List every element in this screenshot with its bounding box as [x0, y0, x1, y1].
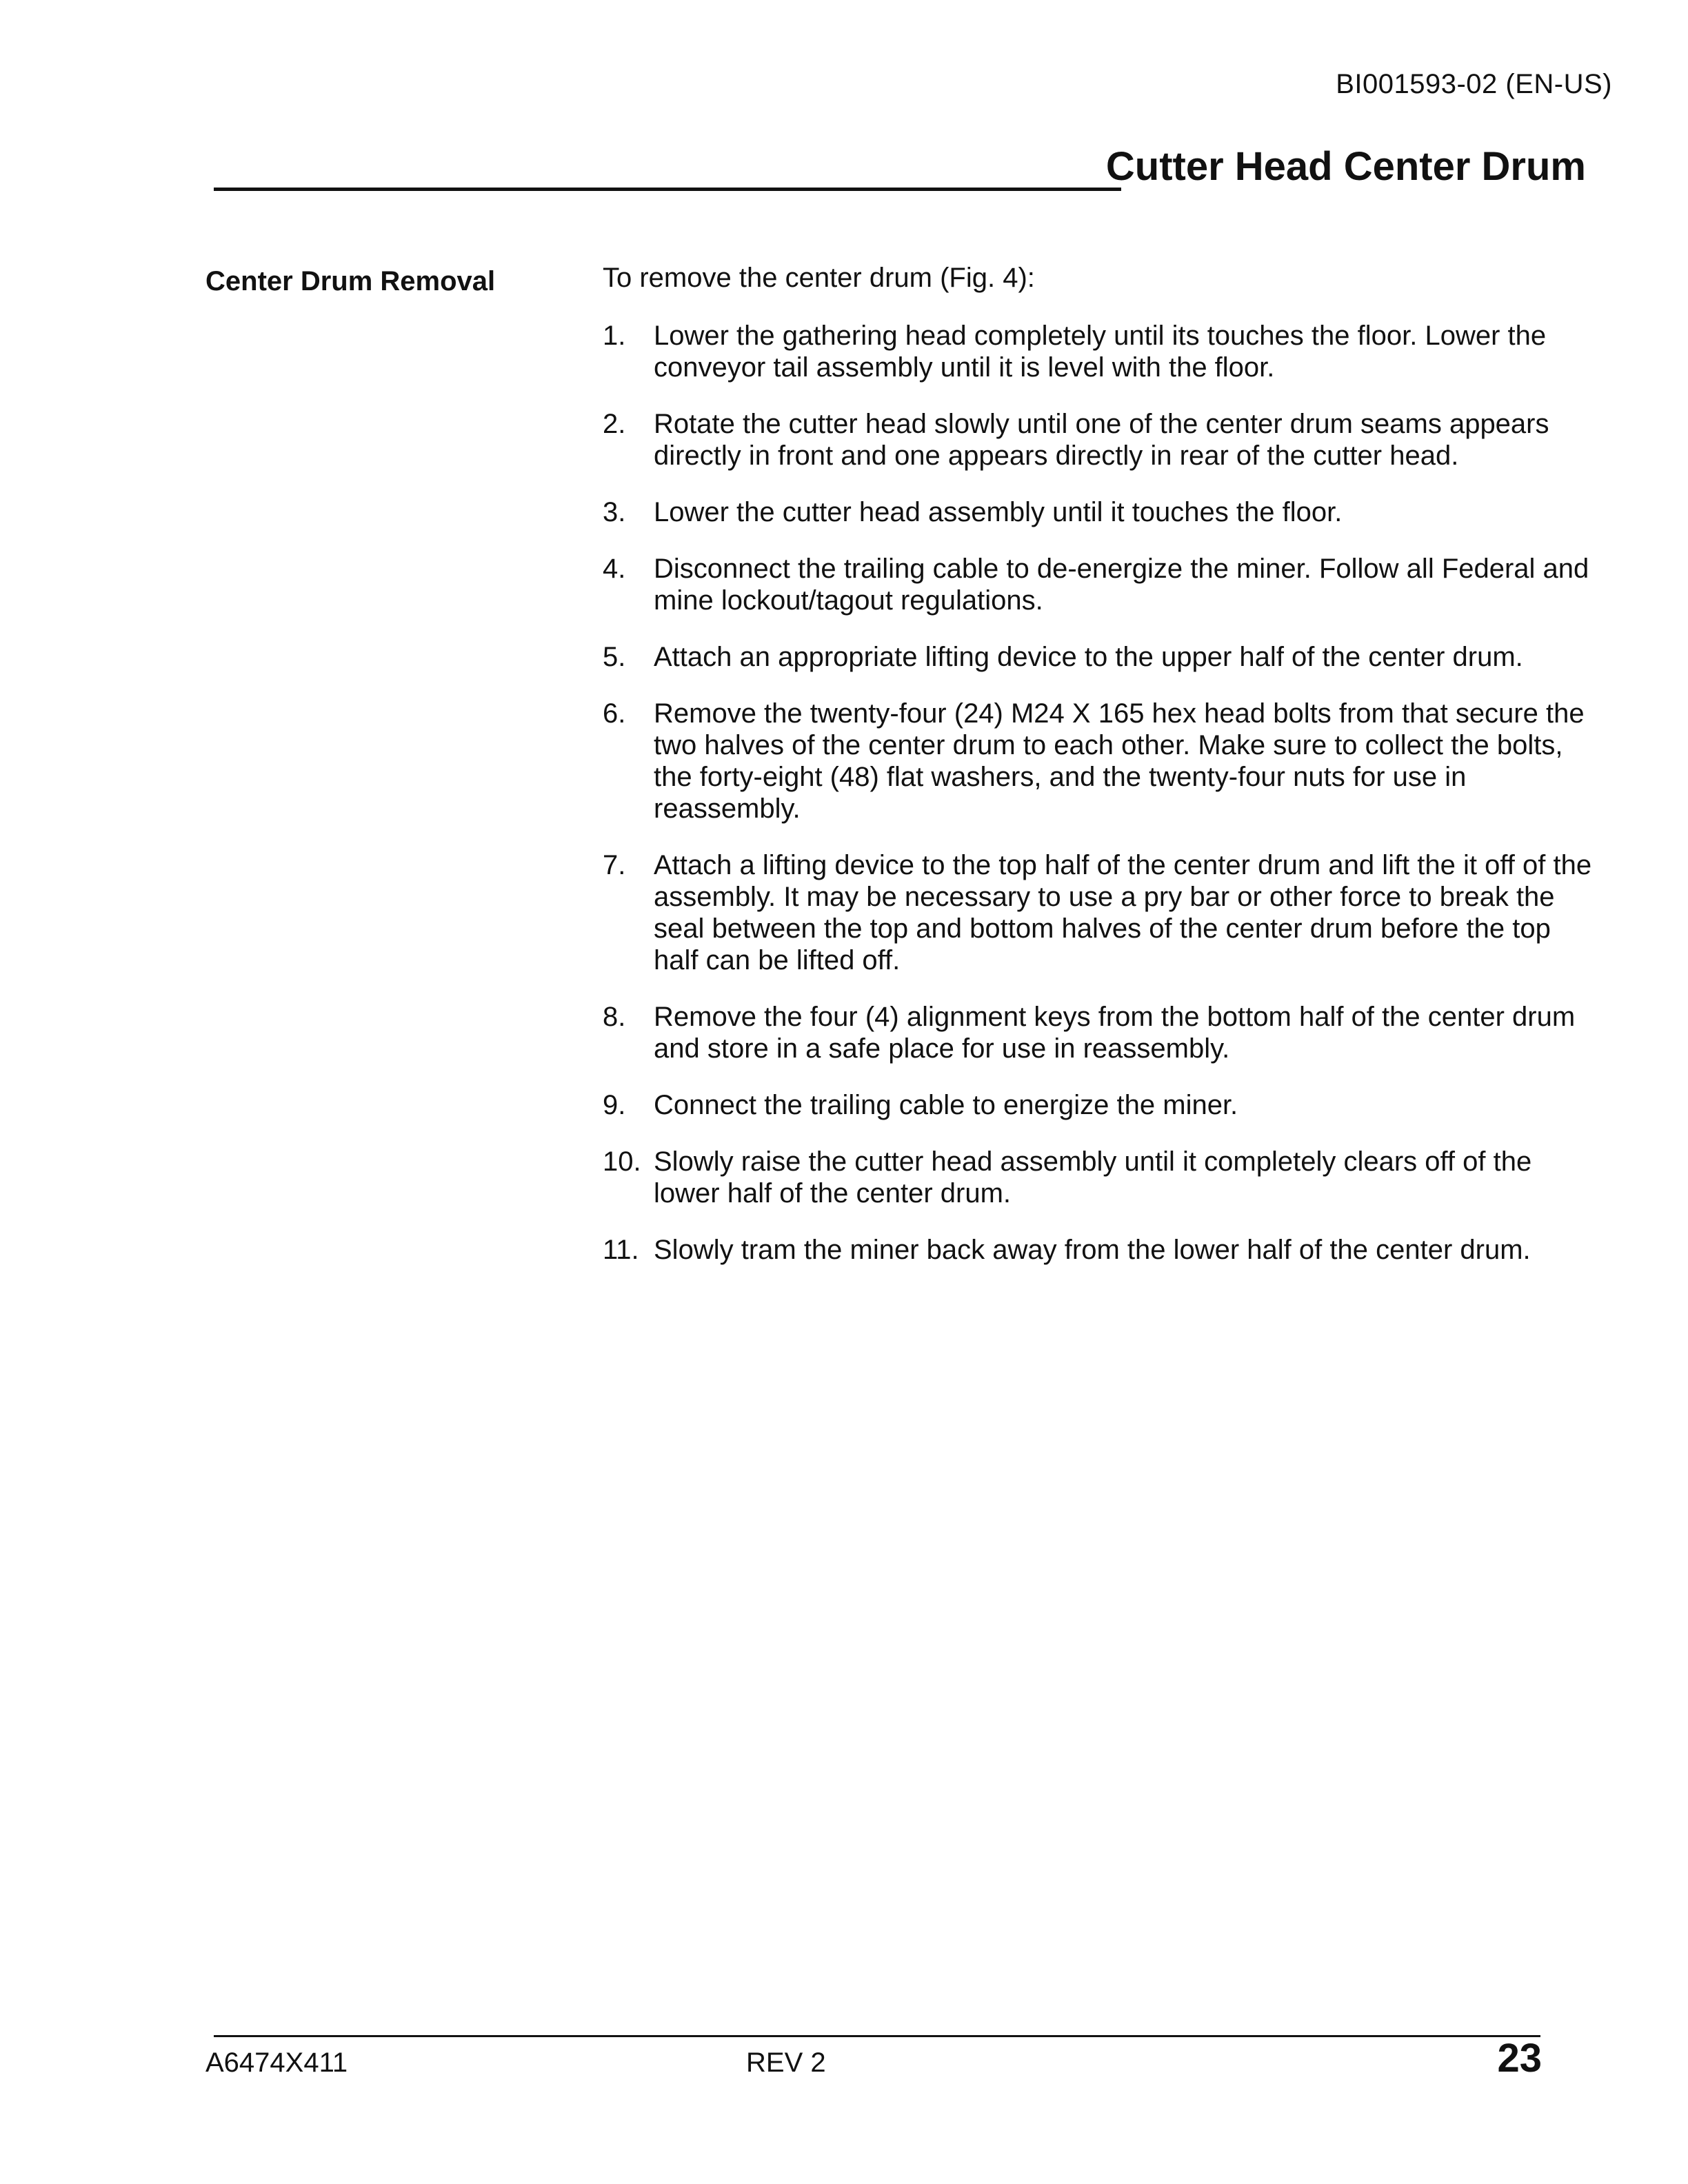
step-text: Slowly raise the cutter head assembly until it completely clears off of the lower half of the center drum. [654, 1146, 1532, 1209]
step-text: Connect the trailing cable to energize the miner. [654, 1090, 1238, 1120]
procedure-steps [603, 320, 1596, 1266]
footer-rule [214, 2035, 1540, 2037]
step-number: 7. [603, 850, 626, 880]
step-text: Remove the four (4) alignment keys from the bottom half of the center drum and store in a safe place for use in reassembly. [654, 1002, 1576, 1064]
page-number: 23 [1497, 2036, 1542, 2081]
step-text: Rotate the cutter head slowly until one of the center drum seams appears directly in front and one appears directly in rear of the cutter head. [654, 409, 1549, 471]
procedure-step [603, 1146, 1596, 1209]
header-rule [214, 188, 1121, 191]
step-number: 11. [603, 1235, 639, 1265]
step-number: 9. [603, 1090, 626, 1120]
step-number: 8. [603, 1002, 626, 1032]
step-text: Slowly tram the miner back away from the lower half of the center drum. [654, 1235, 1531, 1265]
step-number: 3. [603, 497, 626, 527]
step-number: 5. [603, 642, 626, 672]
procedure-content [603, 262, 1596, 1291]
procedure-step [603, 408, 1596, 472]
step-number: 10. [603, 1146, 641, 1177]
step-text: Lower the gathering head completely until its touches the floor. Lower the conveyor tail assembly until it is level with the floor. [654, 321, 1547, 383]
step-text: Lower the cutter head assembly until it touches the floor. [654, 497, 1343, 527]
part-number: A6474X411 [205, 2048, 348, 2078]
procedure-step [603, 320, 1596, 383]
procedure-step [603, 698, 1596, 825]
document-code: BI001593-02 (EN-US) [1336, 69, 1612, 99]
step-number: 1. [603, 321, 626, 351]
step-text: Remove the twenty-four (24) M24 X 165 hex head bolts from that secure the two halves of the center drum to each other. Make sure to collect the bolts, the forty-eight (48) flat washers, and the twenty-four nuts for use in reassembly. [654, 698, 1585, 824]
step-text: Attach a lifting device to the top half of the center drum and lift the it off of the assembly. It may be necessary to use a pry bar or other force to break the seal between the top and bottom halves of the center drum before the top half can be lifted off. [654, 850, 1592, 975]
step-number: 2. [603, 409, 626, 439]
procedure-step [603, 1234, 1596, 1266]
procedure-step [603, 496, 1596, 528]
procedure-step [603, 1089, 1596, 1121]
step-text: Disconnect the trailing cable to de-energize the miner. Follow all Federal and mine lockout/tagout regulations. [654, 554, 1589, 616]
side-heading: Center Drum Removal [205, 266, 496, 296]
procedure-intro: To remove the center drum (Fig. 4): [603, 263, 1035, 293]
step-number: 4. [603, 554, 626, 584]
procedure-step [603, 1001, 1596, 1064]
procedure-step [603, 641, 1596, 673]
step-number: 6. [603, 698, 626, 729]
revision: REV 2 [746, 2048, 826, 2078]
procedure-step [603, 553, 1596, 616]
step-text: Attach an appropriate lifting device to the upper half of the center drum. [654, 642, 1523, 672]
procedure-step [603, 849, 1596, 976]
section-title: Cutter Head Center Drum [1105, 144, 1586, 189]
